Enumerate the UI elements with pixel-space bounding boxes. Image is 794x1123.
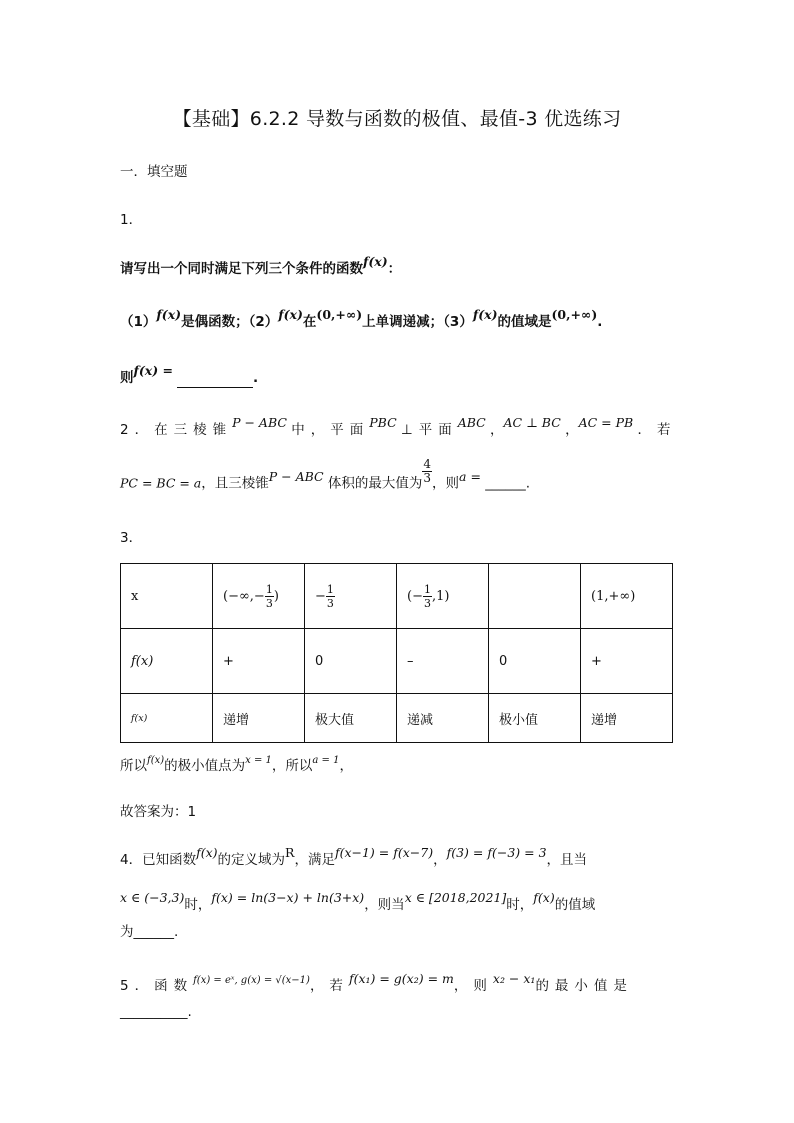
question-1-answer-line <box>120 363 259 388</box>
math-eq1: f(x−1) = f(x−7) <box>334 845 434 860</box>
q4-text: 时， <box>506 897 534 913</box>
comma: ， <box>565 422 579 438</box>
fraction-4-3 <box>422 458 432 485</box>
q2-text: 2．在三棱锥 <box>120 422 233 438</box>
table-cell: 极大值 <box>305 694 397 743</box>
table-row-x <box>121 564 673 629</box>
table-cell: 0 <box>305 629 397 694</box>
table-cell: 极小值 <box>489 694 581 743</box>
answer-blank[interactable]: ______. <box>485 475 531 492</box>
math-R: R <box>285 845 295 860</box>
math-fx: f(x) <box>472 307 498 322</box>
question-5-answer-blank[interactable]: __________. <box>120 1004 192 1020</box>
then-text: 则 <box>120 370 134 386</box>
q5-text: 的最小值是 <box>535 978 633 994</box>
comma: ， <box>490 422 504 438</box>
table-row-function <box>121 694 673 743</box>
q2-text: ，则 <box>432 475 460 492</box>
table-cell: + <box>213 629 305 694</box>
q5-text: ，若 <box>309 978 349 994</box>
math-eq: f(x₁) = g(x₂) = m <box>348 971 454 986</box>
value-neg-third: − $\frac{1}{3}$ <box>315 582 334 610</box>
table-cell: x <box>121 564 213 629</box>
table-cell: + <box>581 629 673 694</box>
q3-text: 所以 <box>120 758 147 774</box>
math-diff: x₂ − x₁ <box>492 971 536 986</box>
table-cell: (1,+∞) <box>581 564 673 629</box>
math-a-eq-1: a = 1 <box>312 755 340 766</box>
q2-text: 体积的最大值为 <box>327 475 423 492</box>
cond-3-text: 的值域是 <box>497 314 552 330</box>
fraction-numerator: 4 <box>423 457 432 471</box>
q4-text: 4．已知函数 <box>120 852 197 868</box>
cond-1-label: （1） <box>120 314 157 330</box>
table-cell: 0 <box>489 629 581 694</box>
math-pabc: P − ABC <box>268 468 324 484</box>
question-3-number: 3． <box>120 530 143 546</box>
q3-text: 的极小值点为 <box>164 758 246 774</box>
q4-text: 的值域 <box>554 897 596 913</box>
cond-1-text: 是偶函数；（2） <box>181 314 279 330</box>
q4-text: ，且当 <box>546 852 588 868</box>
question-1-intro <box>120 254 402 279</box>
math-a-eq: a = <box>459 468 481 484</box>
math-pabc: P − ABC <box>232 415 287 430</box>
question-4-line-2 <box>120 890 596 915</box>
table-cell: f(x) <box>121 694 213 743</box>
cond-2-text-b: 上单调递减；（3） <box>362 314 473 330</box>
math-acpb: AC = PB <box>578 415 634 430</box>
math-acbc: AC ⊥ BC <box>503 415 561 430</box>
interval-neg-third-one: (− $\frac{1}{3}$ ,1) <box>407 582 450 610</box>
question-3-conclusion <box>120 756 353 778</box>
math-eq2: f(3) = f(−3) = 3 <box>446 845 547 860</box>
page-title: 【基础】6.2.2 导数与函数的极值、最值-3 优选练习 <box>172 108 622 130</box>
question-4-line-3: 为______. <box>120 924 179 940</box>
table-cell: f(x) <box>121 629 213 694</box>
q1-colon: ： <box>387 261 402 277</box>
math-fx: f(x) <box>363 254 388 269</box>
math-funcs: f(x) = eˣ, g(x) = √(x−1) <box>193 975 310 986</box>
table-cell <box>305 564 397 629</box>
math-abc: ABC <box>457 415 486 430</box>
math-interval: (0,+∞) <box>551 307 598 322</box>
math-interval: (0,+∞) <box>316 307 363 322</box>
q4-text: 的定义域为 <box>217 852 286 868</box>
math-pcbc: PC = BC = a <box>120 475 202 491</box>
math-domain-2: x ∈ [2018,2021] <box>404 890 507 905</box>
table-cell: – <box>397 629 489 694</box>
q2-text: ，且三棱锥 <box>201 475 269 492</box>
table-row-derivative <box>121 629 673 694</box>
math-pbc: PBC <box>369 415 397 430</box>
q4-text: 时， <box>184 897 212 913</box>
table-cell <box>397 564 489 629</box>
answer-blank[interactable] <box>177 373 253 388</box>
fraction-denominator: 3 <box>423 471 432 485</box>
q2-text: ⊥平面 <box>400 422 458 438</box>
table-cell: 递增 <box>581 694 673 743</box>
section-heading: 一．填空题 <box>120 164 188 180</box>
math-fx: f(x) <box>196 845 218 860</box>
derivative-table <box>120 563 673 743</box>
question-2-line-1 <box>120 415 677 440</box>
q3-text: ，所以 <box>271 758 313 774</box>
math-fx: f(x) <box>156 307 182 322</box>
question-5-line-1 <box>120 971 674 998</box>
math-fx: f(x) <box>147 755 165 766</box>
period: . <box>252 370 259 386</box>
question-1-number: 1． <box>120 212 143 228</box>
period: . <box>597 314 603 330</box>
question-2-line-2 <box>120 457 531 497</box>
math-domain: x ∈ (−3,3) <box>120 890 185 905</box>
comma: ， <box>433 852 447 868</box>
question-4-line-1 <box>120 845 588 870</box>
q2-text: 中，平面 <box>291 422 370 438</box>
comma: ， <box>339 758 353 774</box>
interval-neg-inf-neg-third: (−∞,− $\frac{1}{3}$ ) <box>223 582 279 610</box>
math-x-eq-1: x = 1 <box>245 755 272 766</box>
table-cell: 递减 <box>397 694 489 743</box>
q1-intro-text: 请写出一个同时满足下列三个条件的函数 <box>120 261 363 277</box>
q2-text: ．若 <box>637 422 677 438</box>
table-cell: 递增 <box>213 694 305 743</box>
q5-text: ，则 <box>453 978 493 994</box>
q4-text: ，则当 <box>364 897 405 913</box>
table-cell <box>489 564 581 629</box>
q5-text: 5．函数 <box>120 978 194 994</box>
math-fx: f(x) <box>278 307 303 322</box>
math-eq3: f(x) = ln(3−x) + ln(3+x) <box>211 890 365 905</box>
q4-text: ，满足 <box>294 852 335 868</box>
question-3-answer: 故答案为：1 <box>120 804 197 820</box>
table-cell <box>213 564 305 629</box>
math-fx: f(x) <box>533 890 555 905</box>
cond-2-text: 在 <box>302 314 317 330</box>
question-1-conditions <box>120 307 603 332</box>
math-fx-eq: f(x) = <box>133 363 173 378</box>
